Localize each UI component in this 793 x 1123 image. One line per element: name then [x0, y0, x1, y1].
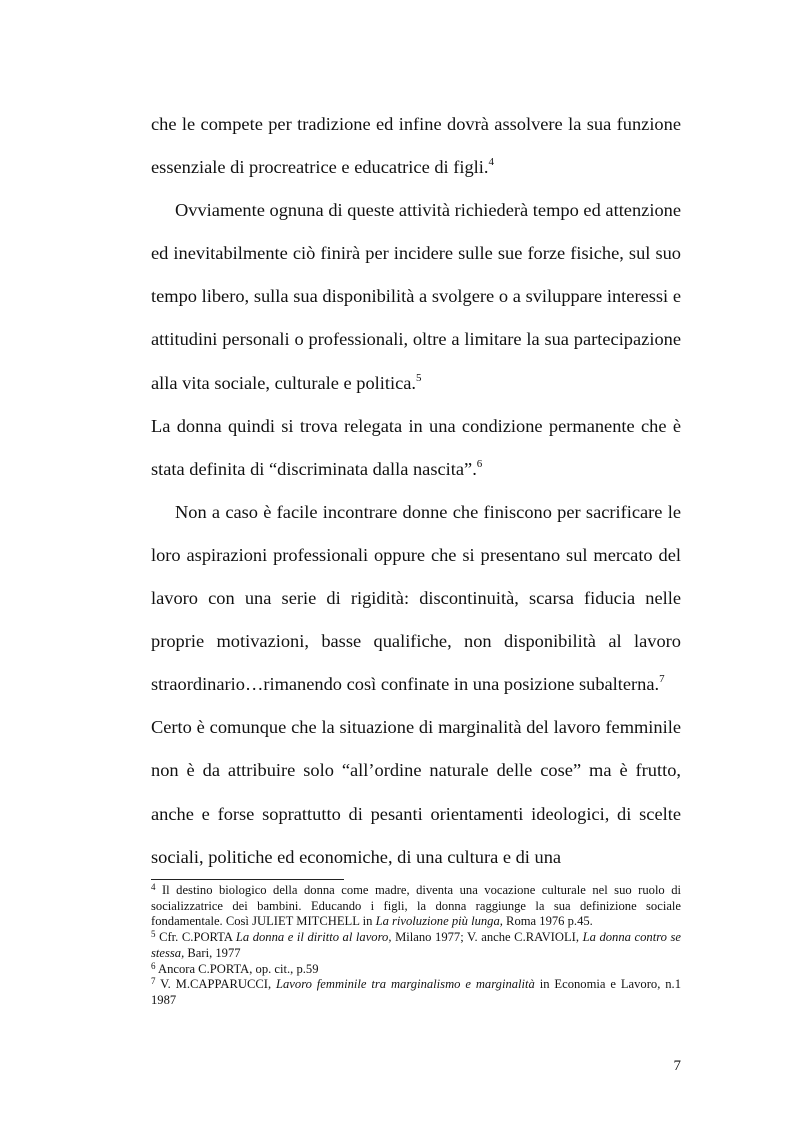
footnote-number-7: 7 — [151, 976, 156, 987]
paragraph-1 — [151, 103, 681, 189]
footnote-6-text: Ancora C.PORTA, op. cit., p.59 — [157, 961, 319, 976]
paragraph-2-text: Ovviamente ognuna di queste attività richiederà tempo ed attenzione ed inevitabilmente ciò finirà per incidere sulle sue forze fisiche, sul suo tempo libero, sulla sua disponibilità a svolgere o a sviluppare interessi e attitudini personali o professionali, oltre a limitare la sua partecipazione alla vita sociale, culturale e politica. — [151, 200, 681, 393]
footnote-ref-6[interactable]: 6 — [476, 457, 483, 470]
footnote-4 — [151, 883, 681, 930]
footnote-7-title: Lavoro femminile tra marginalismo e marginalità — [276, 977, 535, 992]
footnote-5-part-b: Milano 1977; V. anche C.RAVIOLI, — [391, 930, 583, 945]
footnote-4-tail: Roma 1976 p.45. — [502, 914, 593, 929]
footnote-ref-5[interactable]: 5 — [416, 371, 422, 384]
footnote-number-5: 5 — [151, 929, 156, 940]
footnote-number-4: 4 — [151, 882, 156, 892]
footnote-5-title-1: La donna e il diritto al lavoro, — [235, 930, 392, 945]
footnote-number-6: 6 — [151, 960, 156, 971]
footnote-4-text: Il destino biologico della donna come madre, diventa una vocazione culturale nel suo ruolo di socializzatrice dei bambini. Educando i figli, la donna raggiunge la sua definizione sociale fondamentale. Così JULIET MITCHELL in — [151, 883, 682, 929]
footnote-separator — [151, 879, 344, 880]
footnote-6 — [151, 962, 681, 978]
footnote-5-title-2: La donna contro se stessa, — [151, 930, 681, 960]
footnotes — [151, 883, 681, 1009]
paragraph-3 — [151, 405, 681, 491]
footnote-7-part-b: in Economia e Lavoro, n.1 1987 — [151, 977, 682, 1007]
body-text — [151, 103, 681, 879]
footnote-7 — [151, 977, 681, 1008]
paragraph-3-text: La donna quindi si trova relegata in una condizione permanente che è stata definita di “discriminata dalla nascita”. — [151, 415, 681, 479]
paragraph-5 — [151, 706, 681, 878]
paragraph-2 — [151, 189, 681, 404]
paragraph-5-text: Certo è comunque che la situazione di marginalità del lavoro femminile non è da attribuire solo “all’ordine naturale delle cose” ma è frutto, anche e forse soprattutto di pesanti orientamenti ideologici, di scelte sociali, politiche ed economiche, di una cultura e di una — [151, 717, 681, 867]
footnote-ref-4[interactable]: 4 — [488, 156, 494, 169]
footnote-5 — [151, 930, 681, 961]
page-number: 7 — [673, 1058, 681, 1074]
paragraph-1-text: che le compete per tradizione ed infine dovrà assolvere la sua funzione essenziale di procreatrice e educatrice di figli. — [151, 114, 681, 178]
paragraph-4-text: Non a caso è facile incontrare donne che finiscono per sacrificare le loro aspirazioni professionali oppure che si presentano sul mercato del lavoro con una serie di rigidità: discontinuità, scarsa fiducia nelle proprie motivazioni, basse qualifiche, non disponibilità al lavoro straordinario…rimanendo così confinate in una posizione subalterna. — [151, 501, 681, 695]
footnote-4-title: La rivoluzione più lunga, — [375, 914, 503, 929]
footnote-7-part-a: V. M.CAPPARUCCI, — [160, 977, 276, 992]
footnote-5-part-c: Bari, 1977 — [184, 945, 241, 960]
footnote-ref-7[interactable]: 7 — [659, 673, 665, 686]
footnote-5-part-a: Cfr. C.PORTA — [159, 930, 236, 945]
paragraph-4 — [151, 491, 681, 706]
